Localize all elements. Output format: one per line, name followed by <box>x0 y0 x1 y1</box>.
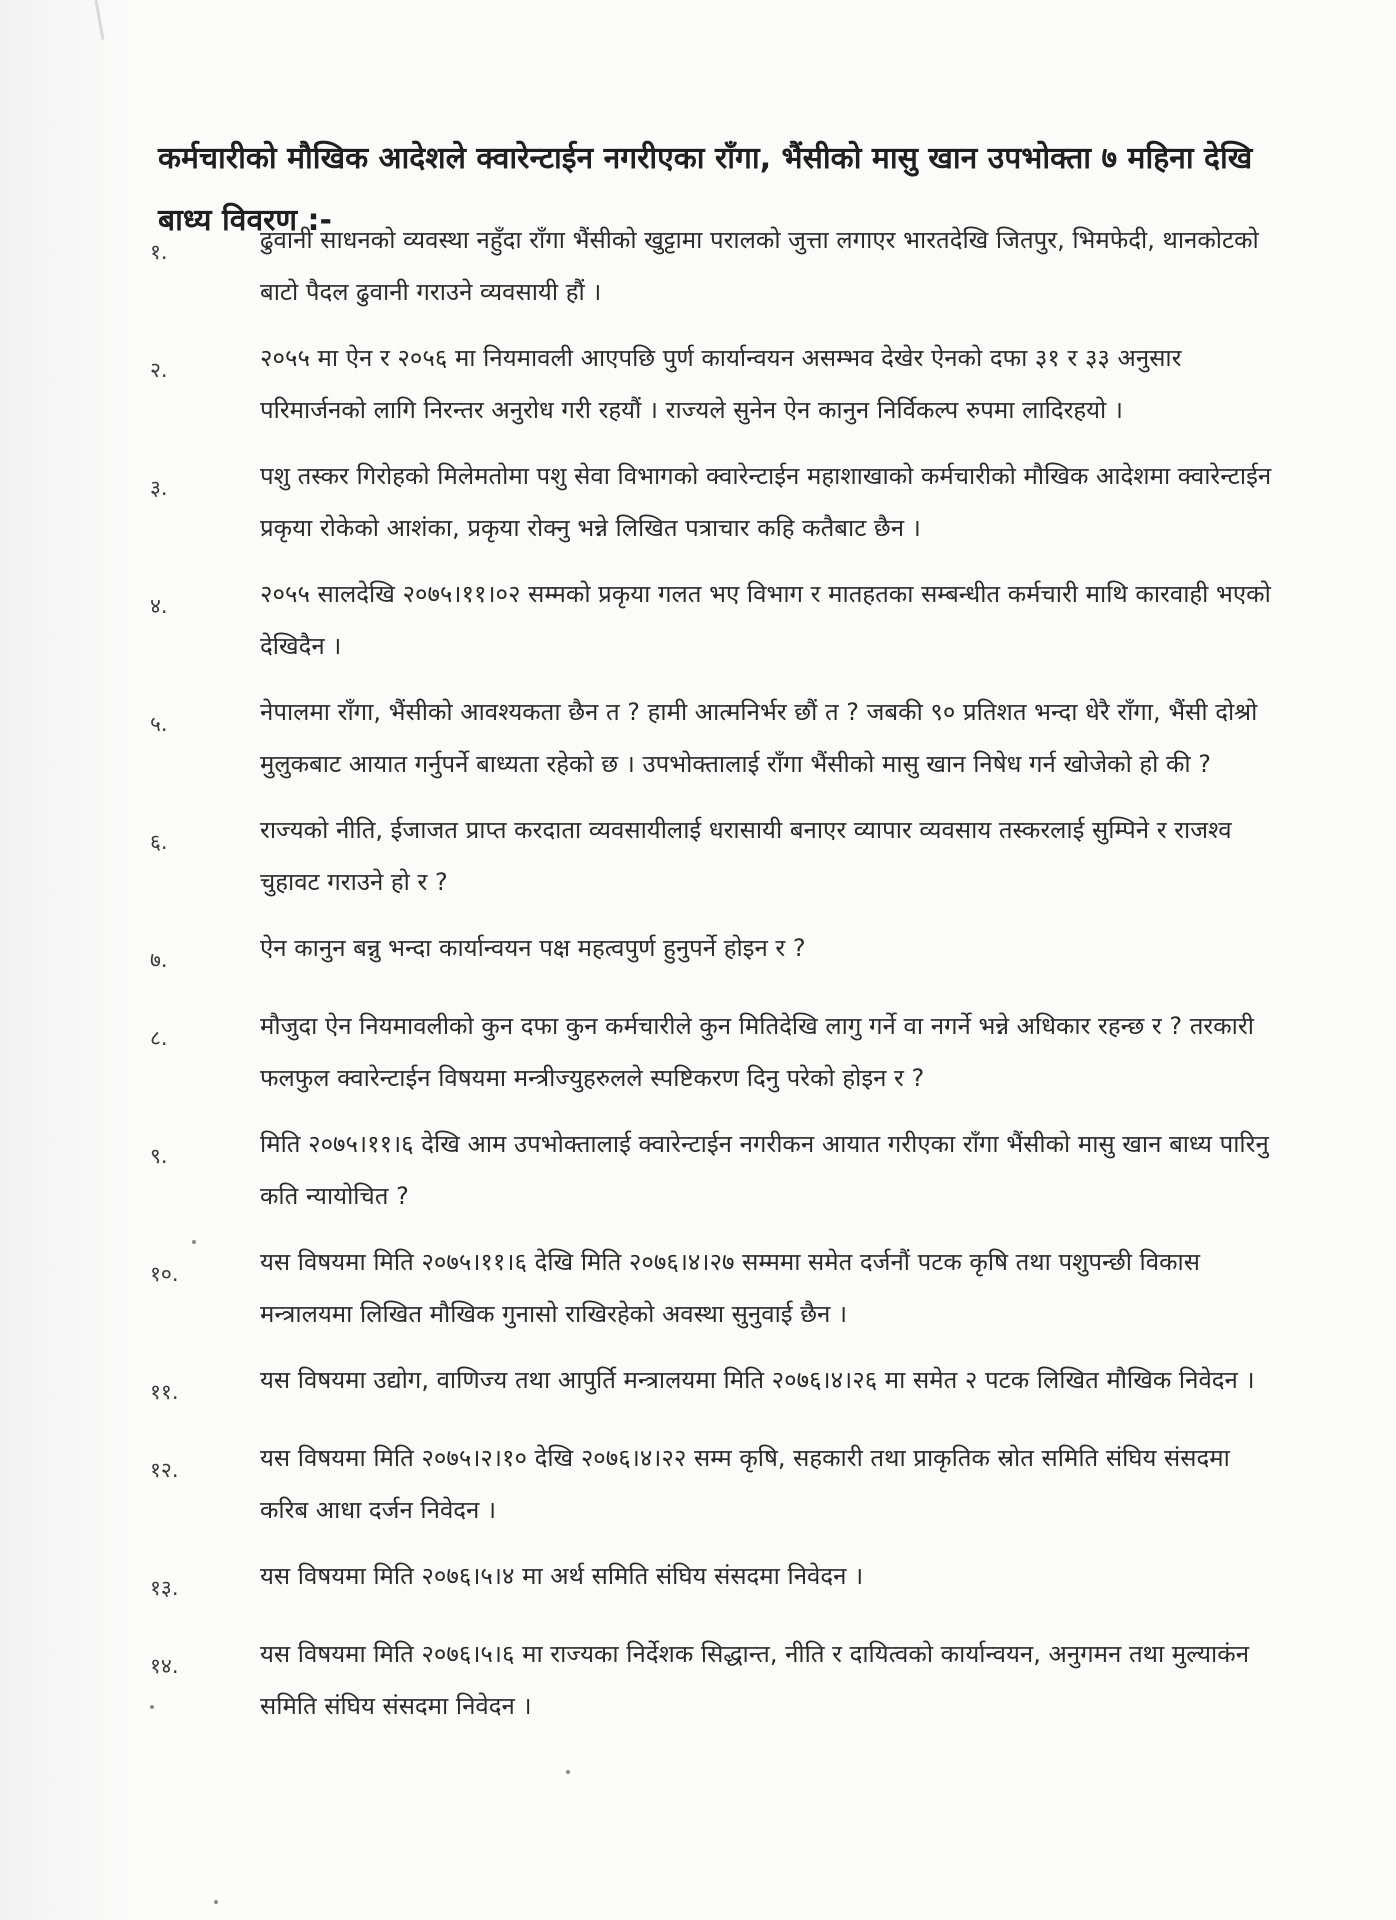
grievance-list <box>150 214 1280 1746</box>
item-number: १३. <box>150 1576 179 1600</box>
item-number: ६. <box>150 830 168 854</box>
item-number: १२. <box>150 1458 179 1482</box>
item-text: राज्यको नीति, ईजाजत प्राप्त करदाता व्यवसायीलाई धरासायी बनाएर व्यापार व्यवसाय तस्करलाई सुम्पिने र राजश्व चुहावट गराउने हो र ? <box>260 816 1232 896</box>
item-number: ११. <box>150 1380 179 1404</box>
list-item <box>150 1432 1280 1536</box>
item-text: यस विषयमा उद्योग, वाणिज्य तथा आपुर्ति मन्त्रालयमा मिति २०७६।४।२६ मा समेत २ पटक लिखित मौखिक निवेदन । <box>260 1366 1255 1394</box>
list-item <box>150 1236 1280 1340</box>
item-number: १४. <box>150 1654 179 1678</box>
list-item <box>150 1550 1280 1614</box>
document-heading: कर्मचारीको मौखिक आदेशले क्वारेन्टाईन नगरीएका राँगा, भैंसीको मासु खान उपभोक्ता ७ महिना देखि बाध्य विवरण :- <box>158 141 1253 238</box>
item-number: ८. <box>150 1026 168 1050</box>
scan-speck <box>150 1705 154 1709</box>
item-text: यस विषयमा मिति २०७६।५।६ मा राज्यका निर्देशक सिद्धान्त, नीति र दायित्वको कार्यान्वयन, अनुगमन तथा मुल्याकंन समिति संघिय संसदमा निवेदन । <box>260 1640 1250 1720</box>
item-text: ढुवानी साधनको व्यवस्था नहुँदा राँगा भैंसीको खुट्टामा परालको जुत्ता लगाएर भारतदेखि जितपुर, भिमफेदी, थानकोटको बाटो पैदल ढुवानी गराउने व्यवसायी हौं । <box>260 226 1259 306</box>
item-number: ३. <box>150 476 168 500</box>
item-number: ७. <box>150 948 168 972</box>
list-item <box>150 1000 1280 1104</box>
item-number: ४. <box>150 594 168 618</box>
list-item <box>150 804 1280 908</box>
list-item <box>150 686 1280 790</box>
scan-shadow <box>0 0 130 1920</box>
item-text: २०५५ मा ऐन र २०५६ मा नियमावली आएपछि पुर्ण कार्यान्वयन असम्भव देखेर ऐनको दफा ३१ र ३३ अनुसार परिमार्जनको लागि निरन्तर अनुरोध गरी रहयौं । राज्यले सुनेन ऐन कानुन निर्विकल्प रुपमा लादिरहयो । <box>260 344 1182 424</box>
scan-speck <box>566 1770 570 1774</box>
scan-speck <box>214 1900 218 1904</box>
item-number: २. <box>150 358 168 382</box>
list-item <box>150 1628 1280 1732</box>
list-item <box>150 1354 1280 1418</box>
item-text: मिति २०७५।११।६ देखि आम उपभोक्तालाई क्वारेन्टाईन नगरीकन आयात गरीएका राँगा भैंसीको मासु खान बाध्य पारिनु कति न्यायोचित ? <box>260 1130 1269 1210</box>
list-item <box>150 450 1280 554</box>
item-text: ऐन कानुन बन्नु भन्दा कार्यान्वयन पक्ष महत्वपुर्ण हुनुपर्ने होइन र ? <box>260 934 806 962</box>
item-text: २०५५ सालदेखि २०७५।११।०२ सम्मको प्रकृया गलत भए विभाग र मातहतका सम्बन्धीत कर्मचारी माथि कारवाही भएको देखिदैन । <box>260 580 1271 660</box>
list-item <box>150 332 1280 436</box>
item-text: यस विषयमा मिति २०७५।११।६ देखि मिति २०७६।४।२७ सम्ममा समेत दर्जनौं पटक कृषि तथा पशुपन्छी विकास मन्त्रालयमा लिखित मौखिक गुनासो राखिरहेको अवस्था सुनुवाई छैन । <box>260 1248 1200 1328</box>
item-text: यस विषयमा मिति २०७६।५।४ मा अर्थ समिति संघिय संसदमा निवेदन । <box>260 1562 864 1590</box>
list-item <box>150 1118 1280 1222</box>
item-text: यस विषयमा मिति २०७५।२।१० देखि २०७६।४।२२ सम्म कृषि, सहकारी तथा प्राकृतिक स्रोत समिति संघिय संसदमा करिब आधा दर्जन निवेदन । <box>260 1444 1230 1524</box>
item-text: पशु तस्कर गिरोहको मिलेमतोमा पशु सेवा विभागको क्वारेन्टाईन महाशाखाको कर्मचारीको मौखिक आदेशमा क्वारेन्टाईन प्रकृया रोकेको आशंका, प्रकृया रोक्नु भन्ने लिखित पत्राचार कहि कतैबाट छैन । <box>260 462 1272 542</box>
item-number: ५. <box>150 712 168 736</box>
item-number: १०. <box>150 1262 179 1286</box>
list-item <box>150 922 1280 986</box>
item-number: १. <box>150 240 168 264</box>
item-text: नेपालमा राँगा, भैंसीको आवश्यकता छैन त ? हामी आत्मनिर्भर छौं त ? जबकी ९० प्रतिशत भन्दा धेरै राँगा, भैंसी दोश्रो मुलुकबाट आयात गर्नुपर्ने बाध्यता रहेको छ । उपभोक्तालाई राँगा भैंसीको मासु खान निषेध गर्न खोजेको हो की ? <box>260 698 1258 778</box>
item-number: ९. <box>150 1144 168 1168</box>
list-item <box>150 568 1280 672</box>
list-item <box>150 214 1280 318</box>
scan-speck <box>192 1240 196 1244</box>
item-text: मौजुदा ऐन नियमावलीको कुन दफा कुन कर्मचारीले कुन मितिदेखि लागु गर्ने वा नगर्ने भन्ने अधिकार रहन्छ र ? तरकारी फलफुल क्वारेन्टाईन विषयमा मन्त्रीज्युहरुलले स्पष्टिकरण दिनु परेको होइन र ? <box>260 1012 1254 1092</box>
